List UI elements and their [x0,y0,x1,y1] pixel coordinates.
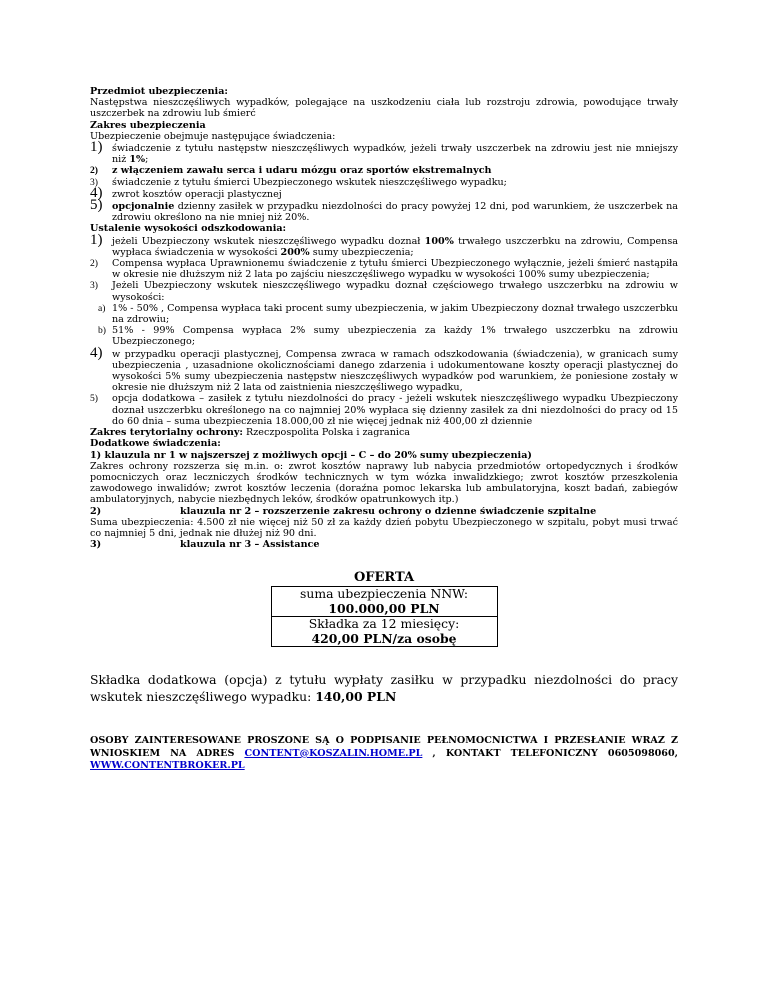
offer-title: OFERTA [353,570,415,586]
contact-note: OSOBY ZAINTERESOWANE PROSZONE SĄ O PODPISANIE PEŁNOMOCNICTWA I PRZESŁANIE WRAZ Z WNIOSKIEM NA ADRES CONTENT@KOSZALIN.HOME.PL , KONTAKT TELEFONICZNY 0605098060, WWW.CONTENTBROKER.PL [90,735,678,772]
extra-premium: Składka dodatkowa (opcja) z tytułu wypłaty zasiłku w przypadku niezdolności do pracy wskutek nieszczęśliwego wypadku: 140,00 PLN [90,672,678,705]
offer-box [271,571,498,647]
scope-item-5: 5) opcjonalnie dzienny zasiłek w przypadku niezdolności do pracy powyżej 12 dni, pod warunkiem, że uszczerbek na zdrowiu określono na nie mniej niż 20%. [90,197,678,224]
clause-1-text: Zakres ochrony rozszerza się m.in. o: zwrot kosztów naprawy lub nabycia przedmiotów ortopedycznych i środków pomocniczych oraz leczniczych środków technicznych w tym wózka inwalidzkiego; zwrot kosztów przeszkolenia zawodowego inwalidów; zwrot kosztów leczenia (doraźna pomoc lekarska lub ambulatoryjna, koszt badań, zabiegów ambulatoryjnych, nabycie niezbędnych leków, środków opatrunkowych itp.) [90,460,678,506]
scope-intro: Ubezpieczenie obejmuje następujące świadczenia: [90,130,336,142]
scope-item-3: 3) świadczenie z tytułu śmierci Ubezpieczonego wskutek nieszczęśliwego wypadku; [90,176,507,188]
offer-sum-row [272,587,497,617]
scope-item-2: 2) z włączeniem zawału serca i udaru mózgu oraz sportów ekstremalnych [90,165,492,177]
subject-heading: Przedmiot ubezpieczenia: [90,86,228,97]
clause-2-title: 2) klauzula nr 2 – rozszerzenie zakresu ochrony o dzienne świadczenie szpitalne [90,505,597,517]
clause-2-text: Suma ubezpieczenia: 4.500 zł nie więcej niż 50 zł za każdy dzień pobytu Ubezpieczonego w szpitalu, pobyt musi trwać co najmniej 5 dni, jednak nie dłużej niż 90 dni. [90,516,678,539]
website-link[interactable]: WWW.CONTENTBROKER.PL [90,760,245,772]
clause-3-title: 3) klauzula nr 3 – Assistance [90,539,320,551]
additional-heading: Dodatkowe świadczenia: [90,438,221,450]
subject-text: Następstwa nieszczęśliwych wypadków, polegające na uszkodzeniu ciała lub rozstroju zdrowia, powodujące trwały uszczerbek na zdrowiu lub śmierć [90,97,678,120]
scope-item-4: 4) zwrot kosztów operacji plastycznej [90,184,282,201]
compensation-item-1: 1) jeżeli Ubezpieczony wskutek nieszczęśliwego wypadku doznał 100% trwałego uszczerbku na zdrowiu, Compensa wypłaca świadczenia w wysokości 200% sumy ubezpieczenia; [90,231,678,258]
email-link[interactable]: CONTENT@KOSZALIN.HOME.PL [244,747,423,759]
compensation-list [90,231,678,427]
offer-sum-label: suma ubezpieczenia NNW: [300,585,468,601]
scope-item-1: 1) świadczenie z tytułu następstw nieszczęśliwych wypadków, jeżeli trwały uszczerbek na zdrowiu jest nie mniejszy niż 1%; [90,139,678,166]
compensation-item-3b: b) 51% - 99% Compensa wypłaca 2% sumy ubezpieczenia za każdy 1% trwałego uszczerbku na zdrowiu Ubezpieczonego; [98,325,678,348]
offer-premium-label: Składka za 12 miesięcy: [308,616,460,632]
compensation-heading: Ustalenie wysokości odszkodowania: [90,223,287,235]
compensation-item-3a: a) 1% - 50% , Compensa wypłaca taki procent sumy ubezpieczenia, w jakim Ubezpieczony doznał trwałego uszczerbku na zdrowiu; [98,302,678,326]
offer-premium-row [272,617,497,646]
offer-premium-value: 420,00 PLN/za osobę [311,630,457,646]
document-page [90,86,678,773]
compensation-item-4: 4) w przypadku operacji plastycznej, Compensa zwraca w ramach odszkodowania (świadczenia), w granicach sumy ubezpieczenia , uzasadnione okolicznościami danego zdarzenia i udokumentowane koszty operacji plastycznej do wysokości 5% sumy ubezpieczenia następstw nieszczęśliwych wypadków pod warunkiem, że poniesione zostały w okresie nie dłuższym niż 2 lata od zaistnienia nieszczęśliwego wypadku, [90,344,678,394]
scope-heading: Zakres ubezpieczenia [90,119,206,131]
compensation-item-5: 5) opcja dodatkowa – zasiłek z tytułu niezdolności do pracy - jeżeli wskutek nieszczęśliwego wypadku Ubezpieczony doznał uszczerbku określonego na co najmniej 20% wypłaca się dzienny zasiłek za dni niezdolności do pracy od 15 do 60 dnia – suma ubezpieczenia 18.000,00 zł nie więcej jednak niż 400,00 zł dziennie [90,393,678,427]
offer-sum-value: 100.000,00 PLN [328,600,440,616]
territory-line: Zakres terytorialny ochrony: Rzeczpospolita Polska i zagranica [90,427,411,439]
clause-1-title: 1) klauzula nr 1 w najszerszej z możliwych opcji – C – do 20% sumy ubezpieczenia) [90,449,532,461]
compensation-item-2: 2) Compensa wypłaca Uprawnionemu świadczenie z tytułu śmierci Ubezpieczonego wyłącznie, jeżeli śmierć nastąpiła w okresie nie dłuższym niż 2 lata po zajściu nieszczęśliwego wypadku w wysokości 100% sumy ubezpieczenia; [90,258,678,281]
offer-table [271,586,498,647]
scope-list [90,139,678,224]
compensation-item-3: 3) Jeżeli Ubezpieczony wskutek nieszczęśliwego wypadku doznał częściowego trwałego uszczerbku na zdrowiu w wysokości: [90,280,678,303]
